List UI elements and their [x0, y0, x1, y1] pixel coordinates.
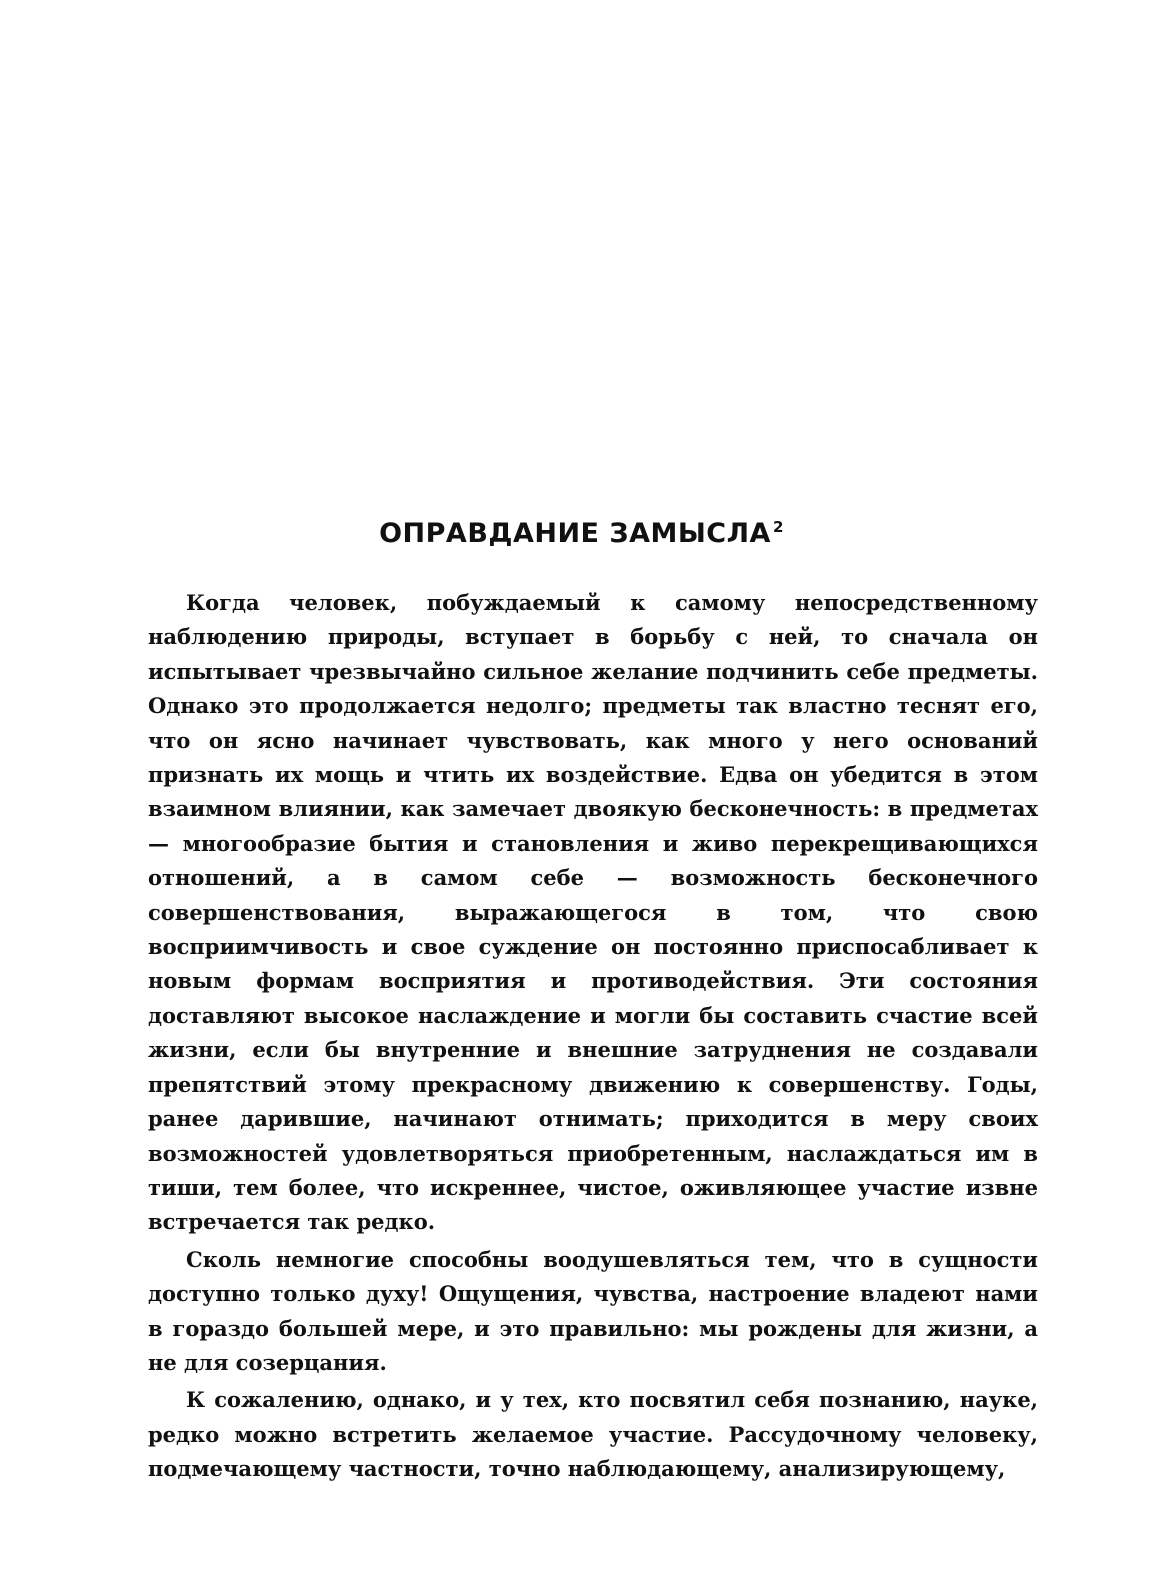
title-footnote-marker: 2: [772, 518, 784, 536]
title-text: ОПРАВДАНИЕ ЗАМЫСЛА: [379, 518, 771, 549]
body-text: [148, 586, 1038, 1487]
page-title: [0, 518, 1163, 549]
paragraph-3: К сожалению, однако, и у тех, кто посвятил себя познанию, науке, редко можно встретить желаемое участие. Рассудочному человеку, подмечающему частности, точно наблюдающему, анализирующему,: [148, 1387, 1038, 1482]
paragraph-1: Когда человек, побуждаемый к самому непосредственному наблюдению природы, вступает в борьбу с ней, то сначала он испытывает чрезвычайно сильное желание подчинить себе предметы. Однако это продолжается недолго; предметы так властно теснят его, что он ясно начинает чувствовать, как много у него оснований признать их мощь и чтить их воздействие. Едва он убедится в этом взаимном влиянии, как замечает двоякую бесконечность: в предметах — многообразие бытия и становления и живо перекрещивающихся отношений, а в самом себе — возможность бесконечного совершенствования, выражающегося в том, что свою восприимчивость и свое суждение он постоянно приспосабливает к новым формам восприятия и противодействия. Эти состояния доставляют высокое наслаждение и могли бы составить счастие всей жизни, если бы внутренние и внешние затруднения не создавали препятствий этому прекрасному движению к совершенству. Годы, ранее дарившие, начинают отнимать; приходится в меру своих возможностей удовлетворяться приобретенным, наслаждаться им в тиши, тем более, что искреннее, чистое, оживляющее участие извне встречается так редко.: [148, 590, 1038, 1235]
paragraph-2: Сколь немногие способны воодушевляться тем, что в сущности доступно только духу! Ощущения, чувства, настроение владеют нами в гораздо большей мере, и это правильно: мы рождены для жизни, а не для созерцания.: [148, 1246, 1038, 1375]
